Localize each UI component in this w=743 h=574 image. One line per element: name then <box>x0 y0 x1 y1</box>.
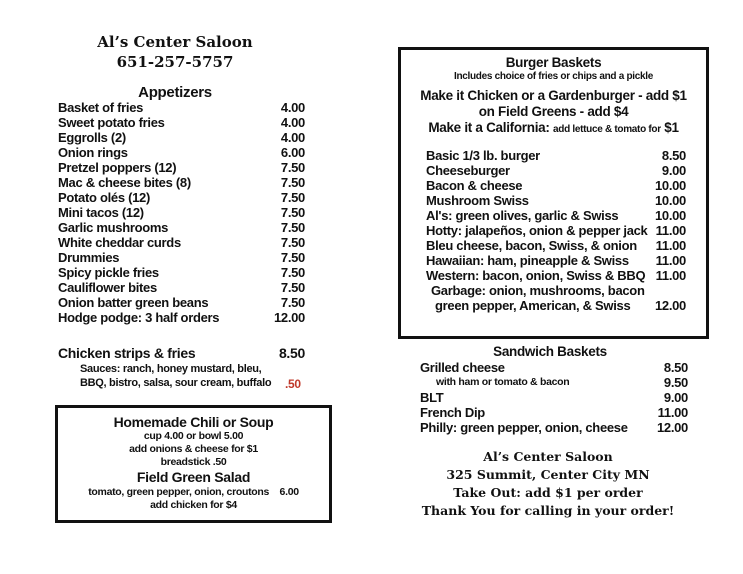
menu-item-row <box>58 160 305 175</box>
item-name: Basket of fries <box>58 100 144 115</box>
sauces-line-1: Sauces: ranch, honey mustard, bleu, <box>80 363 262 375</box>
california-desc: add lettuce & tomato for <box>553 124 661 135</box>
item-name: green pepper, American, & Swiss <box>435 298 631 313</box>
item-name: Pretzel poppers (12) <box>58 160 177 175</box>
sauce-price: .50 <box>285 377 301 391</box>
item-price: 7.50 <box>280 220 305 235</box>
menu-item-row <box>426 238 686 253</box>
menu-item-row <box>58 130 305 145</box>
item-price: 7.50 <box>280 175 305 190</box>
item-price: 7.50 <box>280 160 305 175</box>
item-price: 4.00 <box>280 115 305 130</box>
menu-item-row <box>426 208 686 223</box>
item-name: Grilled cheese <box>420 360 505 375</box>
item-price: 6.00 <box>280 145 305 160</box>
menu-item-row <box>58 145 305 160</box>
menu-item-row <box>58 115 305 130</box>
item-name: Basic 1/3 lb. burger <box>426 148 540 163</box>
menu-item-row <box>58 310 305 325</box>
item-name: with ham or tomato & bacon <box>436 376 570 388</box>
chili-sizes: cup 4.00 or bowl 5.00 <box>143 430 244 442</box>
menu-item-row <box>420 360 688 375</box>
item-price: 11.00 <box>655 268 686 283</box>
item-price: 11.00 <box>657 405 688 420</box>
footer-address: 325 Summit, Center City MN <box>446 467 650 482</box>
chili-title: Homemade Chili or Soup <box>113 414 274 430</box>
footer-name: Al’s Center Saloon <box>483 449 613 464</box>
chili-addon: add onions & cheese for $1 <box>129 443 258 455</box>
item-name: BLT <box>420 390 444 405</box>
sandwich-title: Sandwich Baskets <box>493 344 607 359</box>
burger-option-greens: on Field Greens - add $4 <box>478 104 629 119</box>
sandwich-list <box>420 360 688 435</box>
item-price: 7.50 <box>280 190 305 205</box>
item-price: 9.00 <box>661 163 686 178</box>
item-price: 10.00 <box>654 193 686 208</box>
item-name: Potato olés (12) <box>58 190 150 205</box>
item-price: 12.00 <box>273 310 305 325</box>
item-price: 7.50 <box>280 265 305 280</box>
item-price: 9.50 <box>663 375 688 390</box>
menu-item-row <box>426 223 686 238</box>
item-price: 7.50 <box>280 295 305 310</box>
item-price: 7.50 <box>280 235 305 250</box>
burger-option-california <box>401 120 706 138</box>
item-name: Sweet potato fries <box>58 115 165 130</box>
appetizers-title: Appetizers <box>138 84 212 101</box>
menu-item-row <box>426 193 686 208</box>
item-name: Garbage: onion, mushrooms, bacon <box>431 283 645 298</box>
menu-item-row <box>426 148 686 163</box>
menu-item-row <box>420 375 688 390</box>
item-name: Hotty: jalapeños, onion & pepper jack <box>426 223 648 238</box>
item-name: Hawaiian: ham, pineapple & Swiss <box>426 253 629 268</box>
menu-item-row <box>58 250 305 265</box>
salad-desc: tomato, green pepper, onion, croutons <box>88 486 270 498</box>
item-price: 4.00 <box>280 130 305 145</box>
item-price: 10.00 <box>654 208 686 223</box>
chicken-strips-row <box>58 346 305 361</box>
menu-item-row <box>426 268 686 283</box>
garbage-line-2 <box>435 298 686 313</box>
item-name: Al's: green olives, garlic & Swiss <box>426 208 619 223</box>
item-price: 11.00 <box>655 238 686 253</box>
item-name: White cheddar curds <box>58 235 181 250</box>
burger-option-chicken: Make it Chicken or a Gardenburger - add $1 <box>420 88 687 103</box>
item-name: Western: bacon, onion, Swiss & BBQ <box>426 268 646 283</box>
menu-item-row <box>58 190 305 205</box>
footer-thanks: Thank You for calling in your order! <box>421 503 675 518</box>
breadstick: breadstick .50 <box>160 456 227 468</box>
item-price: 11.00 <box>655 223 686 238</box>
restaurant-name: Al’s Center Saloon <box>97 33 253 51</box>
salad-addon: add chicken for $4 <box>150 499 237 511</box>
menu-item-row <box>58 205 305 220</box>
menu-item-row <box>426 163 686 178</box>
item-price: 12.00 <box>656 420 688 435</box>
item-name: Bleu cheese, bacon, Swiss, & onion <box>426 238 637 253</box>
item-name: Drummies <box>58 250 120 265</box>
item-name: Onion rings <box>58 145 128 160</box>
item-price: 11.00 <box>655 253 686 268</box>
item-price: 12.00 <box>654 298 686 313</box>
item-name: Philly: green pepper, onion, cheese <box>420 420 628 435</box>
menu-item-row <box>426 178 686 193</box>
menu-item-row <box>420 420 688 435</box>
item-name: Garlic mushrooms <box>58 220 169 235</box>
item-price: 8.50 <box>278 345 305 361</box>
item-price: 8.50 <box>663 360 688 375</box>
item-name: Cheeseburger <box>426 163 510 178</box>
sauces-line-2: BBQ, bistro, salsa, sour cream, buffalo <box>80 377 272 389</box>
menu-item-row <box>58 100 305 115</box>
menu-item-row <box>58 295 305 310</box>
item-price: 4.00 <box>280 100 305 115</box>
garbage-line-1 <box>431 283 686 298</box>
item-name: Chicken strips & fries <box>58 345 196 361</box>
salad-price: 6.00 <box>279 486 299 498</box>
item-price: 9.00 <box>663 390 688 405</box>
menu-item-row <box>58 220 305 235</box>
menu-item-row <box>420 405 688 420</box>
burger-list <box>426 148 686 283</box>
item-name: Mac & cheese bites (8) <box>58 175 191 190</box>
item-name: Cauliflower bites <box>58 280 157 295</box>
item-name: Mini tacos (12) <box>58 205 144 220</box>
phone-number: 651-257-5757 <box>116 53 234 71</box>
menu-item-row <box>58 280 305 295</box>
burger-title: Burger Baskets <box>505 55 602 70</box>
footer-takeout: Take Out: add $1 per order <box>453 485 643 500</box>
item-name: Onion batter green beans <box>58 295 209 310</box>
item-name: French Dip <box>420 405 485 420</box>
salad-title: Field Green Salad <box>136 469 251 485</box>
menu-item-row <box>426 253 686 268</box>
item-name: Bacon & cheese <box>426 178 523 193</box>
item-name: Mushroom Swiss <box>426 193 529 208</box>
burger-baskets-box <box>398 47 709 339</box>
item-price: 8.50 <box>661 148 686 163</box>
salad-desc-row <box>58 486 329 499</box>
item-name: Eggrolls (2) <box>58 130 126 145</box>
item-price: 10.00 <box>654 178 686 193</box>
menu-item-row <box>420 390 688 405</box>
menu-item-row <box>58 175 305 190</box>
menu-item-row <box>58 265 305 280</box>
california-label: Make it a California: <box>428 120 550 135</box>
item-name: Hodge podge: 3 half orders <box>58 310 220 325</box>
item-name: Spicy pickle fries <box>58 265 159 280</box>
item-price: 7.50 <box>280 280 305 295</box>
item-price: 7.50 <box>280 250 305 265</box>
appetizers-list <box>58 100 305 325</box>
menu-item-row <box>58 235 305 250</box>
burger-subtitle: Includes choice of fries or chips and a pickle <box>453 71 654 82</box>
item-price: 7.50 <box>280 205 305 220</box>
chili-salad-box <box>55 405 332 523</box>
california-price: $1 <box>664 120 679 135</box>
